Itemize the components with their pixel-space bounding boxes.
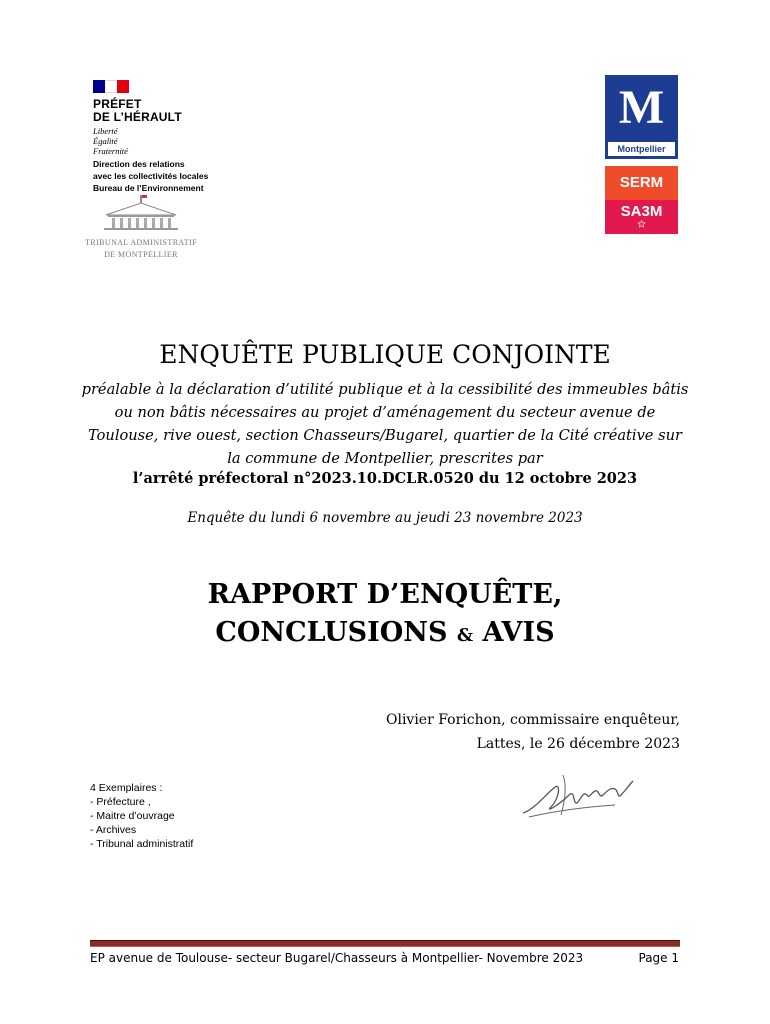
tribunal-building-icon — [80, 193, 202, 233]
list-item: - Archives — [90, 824, 137, 836]
place-date: Lattes, le 26 décembre 2023 — [476, 736, 680, 752]
copies-list — [90, 781, 193, 851]
copies-heading: 4 Exemplaires : — [90, 782, 163, 794]
sa3m-logo: SA3M ✩ — [605, 200, 678, 234]
author-name: Olivier Forichon, commissaire enquêteur, — [385, 712, 680, 728]
direction-label: Direction des relations avec les collectivités locales Bureau de l’Environnement — [93, 159, 209, 193]
star-icon: ✩ — [637, 219, 646, 229]
serm-logo: SERM — [605, 166, 678, 200]
list-item: - Préfecture , — [90, 796, 151, 808]
republic-motto: Liberté Égalité Fraternité — [93, 126, 128, 156]
document-title: ENQUÊTE PUBLIQUE CONJOINTE — [159, 340, 611, 369]
prefecture-logo — [93, 80, 213, 156]
page-number: Page 1 — [638, 951, 679, 965]
tribunal-logo: TRIBUNAL ADMINISTRATIF DE MONTPELLIER — [80, 193, 202, 259]
author-block — [386, 708, 680, 756]
prefecture-title: PRÉFET DE L’HÉRAULT — [93, 97, 182, 124]
signature-image — [515, 765, 645, 827]
inquiry-dates: Enquête du lundi 6 novembre au jeudi 23 novembre 2023 — [187, 510, 583, 526]
document-subtitle: préalable à la déclaration d’utilité publique et à la cessibilité des immeubles bâtis ou non bâtis nécessaires au projet d’aménagement du secteur avenue de Toulouse, rive ouest, section Chasseurs/Bugarel, quartier de la Cité créative sur la commune de Montpellier, prescrites par — [81, 381, 689, 467]
list-item: - Tribunal administratif — [90, 838, 194, 850]
list-item: - Maitre d’ouvrage — [90, 810, 175, 822]
arrete-reference: l’arrêté préfectoral n°2023.10.DCLR.0520 du 12 octobre 2023 — [132, 470, 638, 487]
montpellier-logo: M Montpellier — [605, 75, 678, 159]
footer-text: EP avenue de Toulouse- secteur Bugarel/Chasseurs à Montpellier- Novembre 2023 — [90, 951, 584, 965]
report-title: RAPPORT D’ENQUÊTE, CONCLUSIONS & AVIS — [207, 579, 563, 648]
french-flag-icon — [93, 80, 129, 93]
footer-divider — [90, 940, 680, 947]
